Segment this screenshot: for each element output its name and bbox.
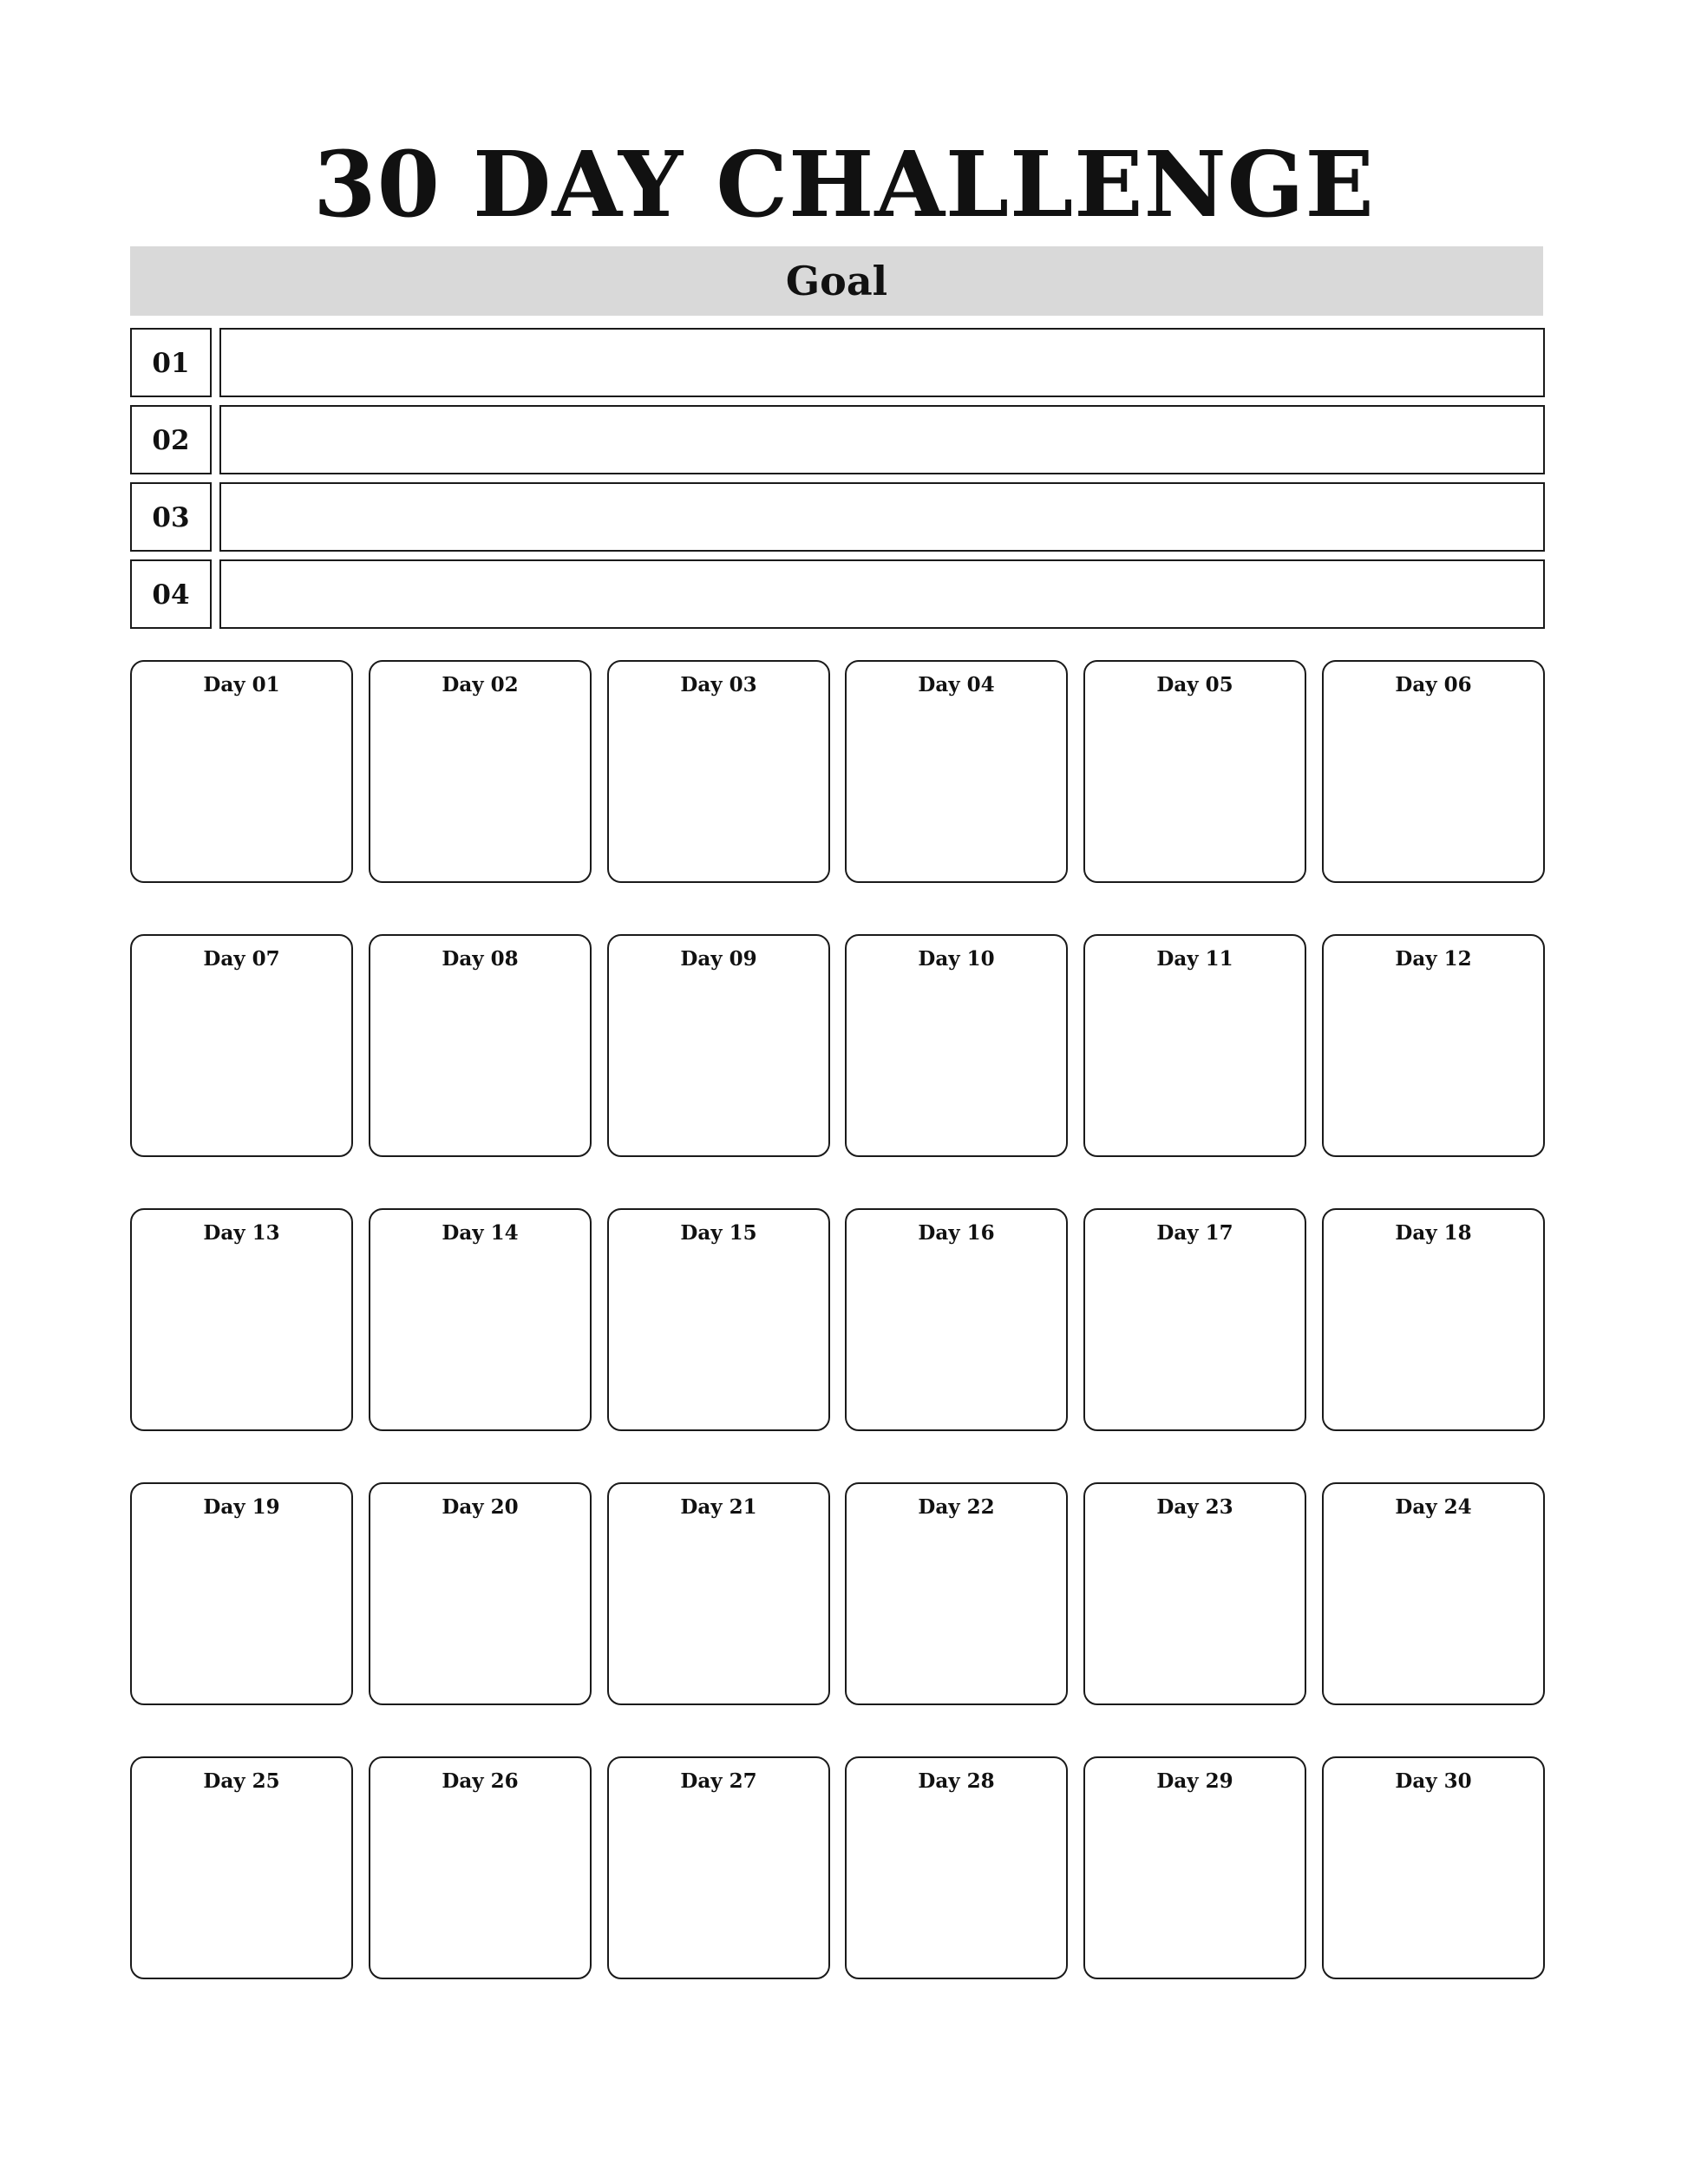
day-box[interactable] <box>1083 1756 1306 1979</box>
goal-number: 01 <box>130 328 212 397</box>
day-label: Day 08 <box>442 947 519 971</box>
goal-row <box>130 328 1545 399</box>
goal-input[interactable] <box>219 328 1545 397</box>
day-box[interactable] <box>845 1756 1068 1979</box>
day-label: Day 01 <box>203 673 280 696</box>
goal-number: 04 <box>130 559 212 629</box>
goal-row <box>130 482 1545 553</box>
day-label: Day 16 <box>918 1221 995 1245</box>
day-label: Day 02 <box>442 673 519 696</box>
goal-input[interactable] <box>219 559 1545 629</box>
day-box[interactable] <box>1083 1482 1306 1705</box>
day-label: Day 18 <box>1395 1221 1472 1245</box>
day-box[interactable] <box>1083 1208 1306 1431</box>
day-label: Day 03 <box>680 673 757 696</box>
day-label: Day 14 <box>442 1221 519 1245</box>
day-label: Day 13 <box>203 1221 280 1245</box>
day-label: Day 26 <box>442 1769 519 1793</box>
day-box[interactable] <box>369 1208 592 1431</box>
goal-number: 02 <box>130 405 212 474</box>
day-label: Day 29 <box>1156 1769 1233 1793</box>
day-box[interactable] <box>607 660 830 883</box>
day-box[interactable] <box>1083 660 1306 883</box>
day-box[interactable] <box>845 934 1068 1157</box>
day-box[interactable] <box>1322 1208 1545 1431</box>
page-title: 30 DAY CHALLENGE <box>313 131 1375 238</box>
day-box[interactable] <box>1322 1482 1545 1705</box>
day-box[interactable] <box>607 934 830 1157</box>
goal-row <box>130 405 1545 476</box>
goal-input[interactable] <box>219 482 1545 552</box>
goal-header: Goal <box>130 246 1543 316</box>
day-box[interactable] <box>130 660 353 883</box>
day-label: Day 27 <box>680 1769 757 1793</box>
day-label: Day 21 <box>680 1495 757 1519</box>
day-label: Day 06 <box>1395 673 1472 696</box>
day-box[interactable] <box>1322 1756 1545 1979</box>
day-box[interactable] <box>845 1208 1068 1431</box>
day-label: Day 04 <box>918 673 995 696</box>
day-label: Day 19 <box>203 1495 280 1519</box>
day-label: Day 24 <box>1395 1495 1472 1519</box>
day-label: Day 23 <box>1156 1495 1233 1519</box>
day-box[interactable] <box>130 1482 353 1705</box>
day-label: Day 15 <box>680 1221 757 1245</box>
day-box[interactable] <box>369 1756 592 1979</box>
goal-number: 03 <box>130 482 212 552</box>
day-box[interactable] <box>1322 934 1545 1157</box>
day-label: Day 09 <box>680 947 757 971</box>
day-label: Day 07 <box>203 947 280 971</box>
day-box[interactable] <box>130 1208 353 1431</box>
day-box[interactable] <box>1083 934 1306 1157</box>
goal-row <box>130 559 1545 631</box>
day-box[interactable] <box>130 1756 353 1979</box>
days-grid <box>130 660 1545 1980</box>
day-box[interactable] <box>1322 660 1545 883</box>
day-box[interactable] <box>845 660 1068 883</box>
day-box[interactable] <box>607 1482 830 1705</box>
day-box[interactable] <box>130 934 353 1157</box>
day-label: Day 12 <box>1395 947 1472 971</box>
day-label: Day 05 <box>1156 673 1233 696</box>
day-label: Day 11 <box>1156 947 1233 971</box>
day-box[interactable] <box>845 1482 1068 1705</box>
day-label: Day 28 <box>918 1769 995 1793</box>
goal-input[interactable] <box>219 405 1545 474</box>
day-label: Day 22 <box>918 1495 995 1519</box>
day-label: Day 20 <box>442 1495 519 1519</box>
day-label: Day 25 <box>203 1769 280 1793</box>
day-box[interactable] <box>369 660 592 883</box>
day-box[interactable] <box>369 1482 592 1705</box>
day-box[interactable] <box>607 1208 830 1431</box>
day-label: Day 10 <box>918 947 995 971</box>
day-box[interactable] <box>607 1756 830 1979</box>
day-label: Day 17 <box>1156 1221 1233 1245</box>
day-box[interactable] <box>369 934 592 1157</box>
day-label: Day 30 <box>1395 1769 1472 1793</box>
